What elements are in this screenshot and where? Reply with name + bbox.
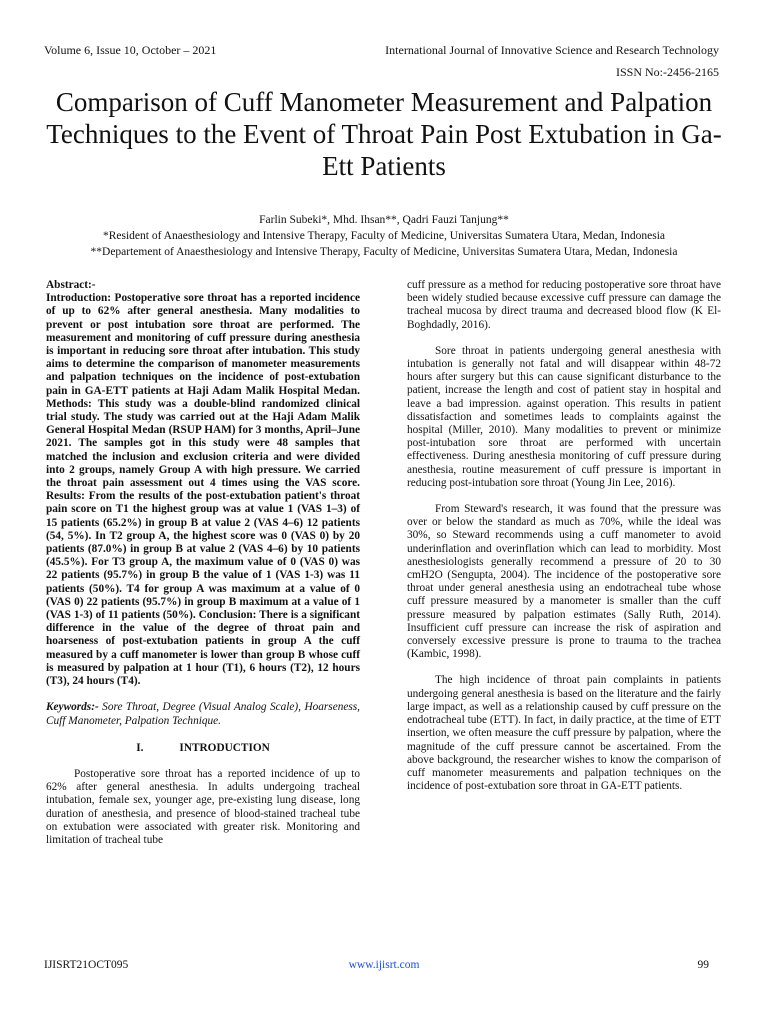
keywords-label: Keywords:- [46,701,99,714]
right-paragraph-2: From Steward's research, it was found that the pressure was over or below the standard as much as 70%, while the ideal was 30%, so Steward recommends using a cuff manometer to avoid underinflation and overinflation which can lead to morbidity. Most anesthesiologists generally recommend a pressure of 20 to 30 cmH2O (Sengupta, 2004). The incidence of the postoperative sore throat under general anesthesia using an endotracheal tube whose cuff pressure measured by a manometer is smaller than the cuff pressure measured by palpation estimates (Sally Ruth, 2014). Insufficient cuff pressure can increase the risk of aspiration and conversely excessive pressure is prone to trauma to the trachea (Kambic, 1998). [407,503,721,661]
author-names: Farlin Subeki*, Mhd. Ihsan**, Qadri Fauzi Tanjung** [259,214,509,226]
page-number: 99 [697,959,709,971]
article-code: IJISRT21OCT095 [44,959,129,971]
right-paragraph-3: The high incidence of throat pain complaints in patients undergoing general anesthesia is based on the literature and the fairly large impact, as well as a relationship caused by cuff pressure on the endotracheal tube (ETT). In fact, in daily practice, at the time of ETT insertion, we often measure the cuff pressure by palpation, where the magnitude of the cuff pressure cannot be ascertained. From the above background, the researcher wishes to know the comparison of cuff manometer measurements and palpation techniques on the incidence of post-extubation sore throat in GA-ETT patients. [407,674,721,793]
author-block [40,212,728,260]
left-column [46,279,360,847]
issn: ISSN No:-2456-2165 [615,65,719,79]
volume-issue: Volume 6, Issue 10, October – 2021 [44,43,217,57]
journal-name: International Journal of Innovative Science and Research Technology [385,43,719,57]
affiliation-2: **Departement of Anaesthesiology and Intensive Therapy, Faculty of Medicine, Universitas Sumatera Utara, Medan, Indonesia [90,246,678,258]
section-heading-introduction [46,742,360,755]
affiliation-1: *Resident of Anaesthesiology and Intensive Therapy, Faculty of Medicine, Universitas Sumatera Utara, Medan, Indonesia [102,230,666,242]
abstract-heading: Abstract:- [46,279,96,291]
keywords-text: Sore Throat, Degree (Visual Analog Scale), Hoarseness, Cuff Manometer, Palpation Technique. [46,701,360,727]
right-paragraph-0: cuff pressure as a method for reducing postoperative sore throat have been widely studied because excessive cuff pressure can damage the tracheal mucosa by direct trauma and decreased blood flow (K El-Boghdadly, 2016). [407,279,721,331]
right-column [407,279,721,793]
keywords [46,701,360,727]
right-paragraph-1: Sore throat in patients undergoing general anesthesia with intubation is generally not fatal and will disappear within 48-72 hours after surgery but this can cause significant disturbance to the patient, increase the length and cost of patient stay in hospital and leave a bad impression. against operation. This results in patient dissatisfaction and sometimes leads to complaints against the hospital (Miller, 2010). Many modalities to prevent or minimize post-intubation sore throat are performed with uncertain effectiveness. During anesthesia monitoring of cuff pressure during anesthesia, routine measurement of cuff pressure is important in reducing post-intubation sore throat (Young Jin Lee, 2016). [407,344,721,489]
paper-title: Comparison of Cuff Manometer Measurement and Palpation Techniques to the Event of Throat Pain Post Extubation in Ga-Ett Patients [46,87,722,181]
journal-url-link[interactable]: www.ijisrt.com [348,959,420,971]
section-title: INTRODUCTION [179,741,270,754]
abstract-body: Introduction: Postoperative sore throat has a reported incidence of up to 62% after general anesthesia. Many modalities to prevent or post intubation sore throat are performed. The measurement and monitoring of cuff pressure during anesthesia is important in reducing sore throat after intubation. This study aims to determine the comparison of manometer measurements and palpation techniques on the incidence of post-extubation pain in GA-ETT patients at Haji Adam Malik Hospital Medan. Methods: This study was a double-blind randomized clinical trial study. The study was carried out at the Haji Adam Malik General Hospital Medan (RSUP HAM) for 3 months, April–June 2021. The samples got in this study were 48 samples that matched the inclusion and exclusion criteria and were divided into 2 groups, namely Group A with high pressure. We carried the throat pain assessment out 4 times using the VAS score. Results: From the results of the post-extubation patient's throat pain score on T1 the highest group was at value 1 (VAS 1–3) of 15 patients (65.2%) in group B at value 2 (VAS 4–6) 12 patients (54, 5%). In T2 group A, the highest score was 0 (VAS 0) by 20 patients (87.0%) in group B at value 2 (VAS 4–6) by 10 patients (45.5%). For T3 group A, the maximum value of 0 (VAS 0) was 22 patients (95.7%) in group B the value of 1 (VAS 1-3) was 11 patients (50%). T4 for group A was maximum at a value of 0 (VAS 0) 22 patients (95.7%) in group B maximum at a value of 1 (VAS 1-3) of 11 patients (50%). Conclusion: There is a significant difference in the value of the degree of throat pain and hoarseness of post-extubation patients in group A the cuff measured by a cuff manometer is lower than group B whose cuff is measured by palpation at 1 hour (T1), 6 hours (T2), 12 hours (T3), 24 hours (T4). [46,292,360,688]
intro-paragraph-1: Postoperative sore throat has a reported incidence of up to 62% after general anesthesia. In adults undergoing tracheal intubation, female sex, younger age, pre-existing lung disease, long duration of anesthesia, and presence of blood-stained tracheal tube on extubation were associated with greater risk. Monitoring and limitation of tracheal tube [46,767,360,846]
section-number: I. [136,741,144,754]
